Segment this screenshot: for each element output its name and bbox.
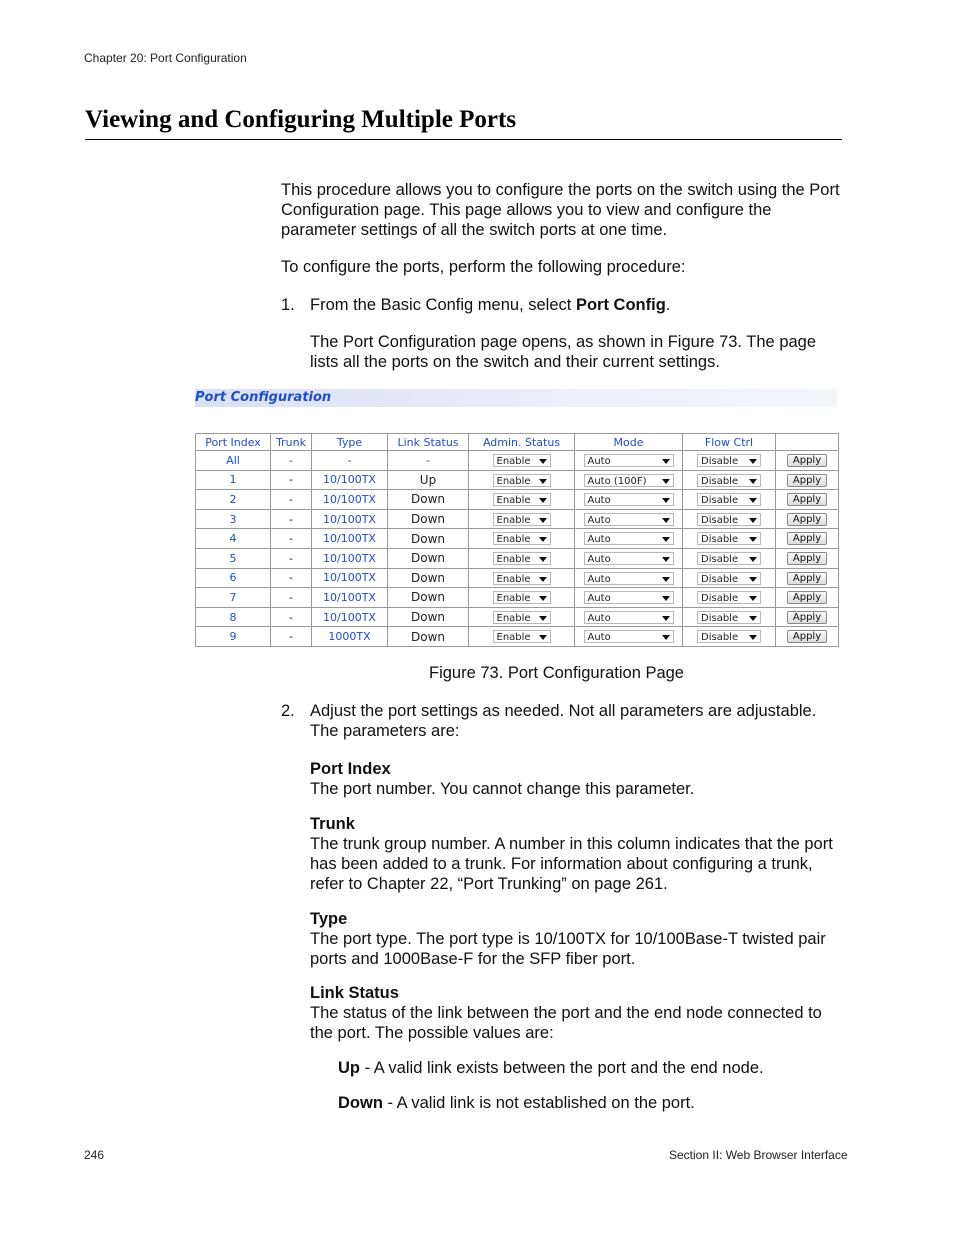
step-1-text-after: . [665,296,671,314]
flow-ctrl-cell [683,509,776,529]
flow-ctrl-cell [683,490,776,510]
chevron-down-icon [662,537,670,542]
admin-status-select[interactable] [493,630,551,643]
trunk-cell: - [271,509,312,529]
mode-cell [575,490,683,510]
apply-cell [776,529,839,549]
param-type-desc: The port type. The port type is 10/100TX for 10/100Base-T twisted pair ports and 1000Base-F for the SFP fiber port. [310,930,826,968]
apply-cell [776,470,839,490]
port-index-link[interactable]: 7 [196,588,271,608]
param-type [310,909,842,969]
admin-status-select[interactable] [493,591,551,604]
mode-value: Auto [587,534,611,546]
table-header-row [196,434,839,451]
step-1-menu-item: Port Config [575,296,666,314]
apply-button[interactable]: Apply [787,493,827,506]
flow-ctrl-value: Disable [701,573,739,585]
flow-ctrl-select[interactable] [697,474,761,487]
mode-value: Auto [587,632,611,644]
apply-button[interactable]: Apply [787,630,827,643]
admin-status-value: Enable [496,612,531,624]
flow-ctrl-select[interactable] [697,572,761,585]
admin-status-cell [469,470,575,490]
link-status-cell: - [388,451,469,471]
apply-button[interactable]: Apply [787,532,827,545]
link-status-cell: Up [388,470,469,490]
mode-value: Auto [587,495,611,507]
trunk-cell: - [271,451,312,471]
chevron-down-icon [749,498,757,503]
column-header-trunk: Trunk [271,434,312,451]
admin-status-cell [469,548,575,568]
trunk-cell: - [271,529,312,549]
step-1-number: 1. [281,296,295,314]
section-footer: Section II: Web Browser Interface [669,1148,848,1162]
flow-ctrl-cell [683,568,776,588]
admin-status-select[interactable] [493,513,551,526]
banner-title: Port Configuration [195,390,332,405]
link-status-cell: Down [388,490,469,510]
admin-status-select[interactable] [493,532,551,545]
chevron-down-icon [662,635,670,640]
mode-select[interactable] [584,611,674,624]
type-link[interactable]: 10/100TX [312,548,388,568]
chevron-down-icon [749,616,757,621]
type-link[interactable]: 10/100TX [312,490,388,510]
chevron-down-icon [662,498,670,503]
mode-select[interactable] [584,630,674,643]
flow-ctrl-value: Disable [701,514,739,526]
type-link[interactable]: 1000TX [312,627,388,647]
flow-ctrl-value: Disable [701,632,739,644]
flow-ctrl-value: Disable [701,495,739,507]
apply-cell [776,607,839,627]
flow-ctrl-value: Disable [701,456,739,468]
flow-ctrl-value: Disable [701,612,739,624]
column-header-flow-ctrl: Flow Ctrl [683,434,776,451]
apply-button[interactable]: Apply [787,474,827,487]
link-status-cell: Down [388,568,469,588]
column-header-link-status: Link Status [388,434,469,451]
mode-select[interactable] [584,552,674,565]
chevron-down-icon [539,577,547,582]
mode-value: Auto [587,573,611,585]
step-1-followup: The Port Configuration page opens, as shown in Figure 73. The page lists all the ports on the switch and their current settings. [310,333,817,371]
trunk-cell: - [271,490,312,510]
admin-status-value: Enable [496,495,531,507]
type-link[interactable]: 10/100TX [312,509,388,529]
param-link-status-title: Link Status [310,984,399,1002]
admin-status-cell [469,588,575,608]
column-header-type: Type [312,434,388,451]
mode-cell [575,568,683,588]
column-header-mode: Mode [575,434,683,451]
mode-select[interactable] [584,572,674,585]
chevron-down-icon [539,518,547,523]
type-cell: - [312,451,388,471]
chevron-down-icon [539,635,547,640]
port-index-link[interactable]: 5 [196,548,271,568]
value-up-term: Up [338,1059,360,1077]
port-index-link[interactable]: 4 [196,529,271,549]
chevron-down-icon [539,537,547,542]
chevron-down-icon [662,459,670,464]
flow-ctrl-select[interactable] [697,552,761,565]
mode-value: Auto [587,554,611,566]
step-2-number: 2. [281,702,295,720]
mode-value: Auto [587,514,611,526]
chevron-down-icon [662,577,670,582]
figure-caption: Figure 73. Port Configuration Page [429,664,684,682]
apply-cell [776,548,839,568]
admin-status-select[interactable] [493,572,551,585]
trunk-cell: - [271,548,312,568]
flow-ctrl-cell [683,588,776,608]
table-row [196,568,839,588]
flow-ctrl-cell [683,451,776,471]
chevron-down-icon [539,557,547,562]
param-link-status-desc: The status of the link between the port and the end node connected to the port. The possible values are: [310,1004,822,1042]
link-status-cell: Down [388,607,469,627]
chevron-down-icon [749,577,757,582]
apply-cell [776,588,839,608]
type-link[interactable]: 10/100TX [312,607,388,627]
apply-button[interactable]: Apply [787,591,827,604]
chevron-down-icon [749,518,757,523]
table-row [196,607,839,627]
port-configuration-table [195,433,839,647]
flow-ctrl-cell [683,607,776,627]
flow-ctrl-value: Disable [701,475,739,487]
column-header-apply [776,434,839,451]
chevron-down-icon [749,479,757,484]
mode-value: Auto [587,593,611,605]
type-link[interactable]: 10/100TX [312,470,388,490]
value-down-term: Down [338,1094,383,1112]
param-link-status [310,983,842,1043]
column-header-port-index: Port Index [196,434,271,451]
port-index-link[interactable]: 9 [196,627,271,647]
flow-ctrl-cell [683,627,776,647]
chevron-down-icon [749,596,757,601]
admin-status-cell [469,627,575,647]
port-index-link[interactable]: 2 [196,490,271,510]
mode-cell [575,509,683,529]
flow-ctrl-cell [683,529,776,549]
admin-status-value: Enable [496,534,531,546]
port-index-link[interactable]: 3 [196,509,271,529]
step-2-text: Adjust the port settings as needed. Not all parameters are adjustable. The parameters are: [310,702,817,740]
mode-value: Auto (100F) [587,475,647,487]
param-trunk-desc: The trunk group number. A number in this column indicates that the port has been added to a trunk. For information about configuring a trunk, refer to Chapter 22, “Port Trunking” on page 261. [310,835,833,893]
value-down-desc: - A valid link is not established on the port. [382,1094,695,1112]
type-link[interactable]: 10/100TX [312,588,388,608]
mode-cell [575,470,683,490]
flow-ctrl-select[interactable] [697,591,761,604]
value-up [338,1058,842,1078]
mode-cell [575,607,683,627]
mode-select[interactable] [584,454,674,467]
value-up-desc: - A valid link exists between the port and the end node. [360,1059,764,1077]
chevron-down-icon [662,557,670,562]
chevron-down-icon [539,479,547,484]
mode-select[interactable] [584,532,674,545]
type-link[interactable]: 10/100TX [312,529,388,549]
chevron-down-icon [539,498,547,503]
apply-button[interactable]: Apply [787,611,827,624]
chevron-down-icon [662,596,670,601]
mode-select[interactable] [584,493,674,506]
admin-status-cell [469,451,575,471]
link-status-cell: Down [388,509,469,529]
flow-ctrl-select[interactable] [697,454,761,467]
chevron-down-icon [749,635,757,640]
table-row [196,627,839,647]
param-type-title: Type [310,910,348,928]
value-down [338,1093,842,1113]
admin-status-value: Enable [496,593,531,605]
param-port-index-title: Port Index [310,760,391,778]
admin-status-select[interactable] [493,474,551,487]
apply-cell [776,568,839,588]
page-number: 246 [84,1148,105,1162]
apply-cell [776,627,839,647]
chevron-down-icon [749,537,757,542]
flow-ctrl-value: Disable [701,534,739,546]
flow-ctrl-select[interactable] [697,513,761,526]
mode-value: Auto [587,456,611,468]
apply-cell [776,509,839,529]
link-status-cell: Down [388,548,469,568]
mode-select[interactable] [584,513,674,526]
mode-select[interactable] [584,591,674,604]
param-trunk [310,814,842,894]
admin-status-value: Enable [496,456,531,468]
param-port-index [310,759,842,799]
admin-status-cell [469,490,575,510]
chevron-down-icon [749,459,757,464]
apply-button[interactable]: Apply [787,454,827,467]
chapter-header: Chapter 20: Port Configuration [84,51,247,65]
admin-status-select[interactable] [493,454,551,467]
admin-status-value: Enable [496,632,531,644]
port-configuration-banner [195,389,837,407]
chevron-down-icon [539,596,547,601]
table-row [196,588,839,608]
type-link[interactable]: 10/100TX [312,568,388,588]
apply-button[interactable]: Apply [787,552,827,565]
apply-button[interactable]: Apply [787,572,827,585]
link-status-cell: Down [388,627,469,647]
mode-value: Auto [587,612,611,624]
trunk-cell: - [271,627,312,647]
trunk-cell: - [271,607,312,627]
flow-ctrl-value: Disable [701,554,739,566]
flow-ctrl-select[interactable] [697,532,761,545]
flow-ctrl-cell [683,470,776,490]
mode-cell [575,548,683,568]
apply-cell [776,451,839,471]
step-1-text-before: From the Basic Config menu, select [310,296,576,314]
admin-status-select[interactable] [493,611,551,624]
admin-status-select[interactable] [493,552,551,565]
admin-status-value: Enable [496,573,531,585]
link-status-cell: Down [388,529,469,549]
table-row [196,548,839,568]
port-index-link[interactable]: 1 [196,470,271,490]
flow-ctrl-value: Disable [701,593,739,605]
mode-cell [575,627,683,647]
page-title: Viewing and Configuring Multiple Ports [85,106,842,140]
link-status-cell: Down [388,588,469,608]
table-row-all [196,451,839,471]
table-row [196,470,839,490]
param-trunk-title: Trunk [310,815,355,833]
intro-paragraph-1: This procedure allows you to configure the ports on the switch using the Port Configuration page. This page allows you to view and configure the parameter settings of all the switch ports at one time. [281,181,840,239]
admin-status-value: Enable [496,475,531,487]
trunk-cell: - [271,470,312,490]
step-1-text [310,295,842,315]
admin-status-cell [469,607,575,627]
port-index-link[interactable]: 8 [196,607,271,627]
chevron-down-icon [749,557,757,562]
trunk-cell: - [271,568,312,588]
admin-status-select[interactable] [493,493,551,506]
chevron-down-icon [662,518,670,523]
port-index-link[interactable]: 6 [196,568,271,588]
param-port-index-desc: The port number. You cannot change this parameter. [310,780,695,798]
flow-ctrl-select[interactable] [697,611,761,624]
mode-cell [575,588,683,608]
port-index-link[interactable]: All [196,451,271,471]
chevron-down-icon [539,459,547,464]
apply-cell [776,490,839,510]
chevron-down-icon [662,479,670,484]
flow-ctrl-select[interactable] [697,630,761,643]
intro-paragraph-2: To configure the ports, perform the following procedure: [281,258,686,276]
table-row [196,490,839,510]
admin-status-cell [469,529,575,549]
flow-ctrl-cell [683,548,776,568]
trunk-cell: - [271,588,312,608]
mode-cell [575,529,683,549]
admin-status-cell [469,509,575,529]
apply-button[interactable]: Apply [787,513,827,526]
chevron-down-icon [662,616,670,621]
mode-cell [575,451,683,471]
chevron-down-icon [539,616,547,621]
mode-select[interactable] [584,474,674,487]
table-row [196,529,839,549]
admin-status-cell [469,568,575,588]
admin-status-value: Enable [496,514,531,526]
table-row [196,509,839,529]
flow-ctrl-select[interactable] [697,493,761,506]
column-header-admin-status: Admin. Status [469,434,575,451]
admin-status-value: Enable [496,554,531,566]
